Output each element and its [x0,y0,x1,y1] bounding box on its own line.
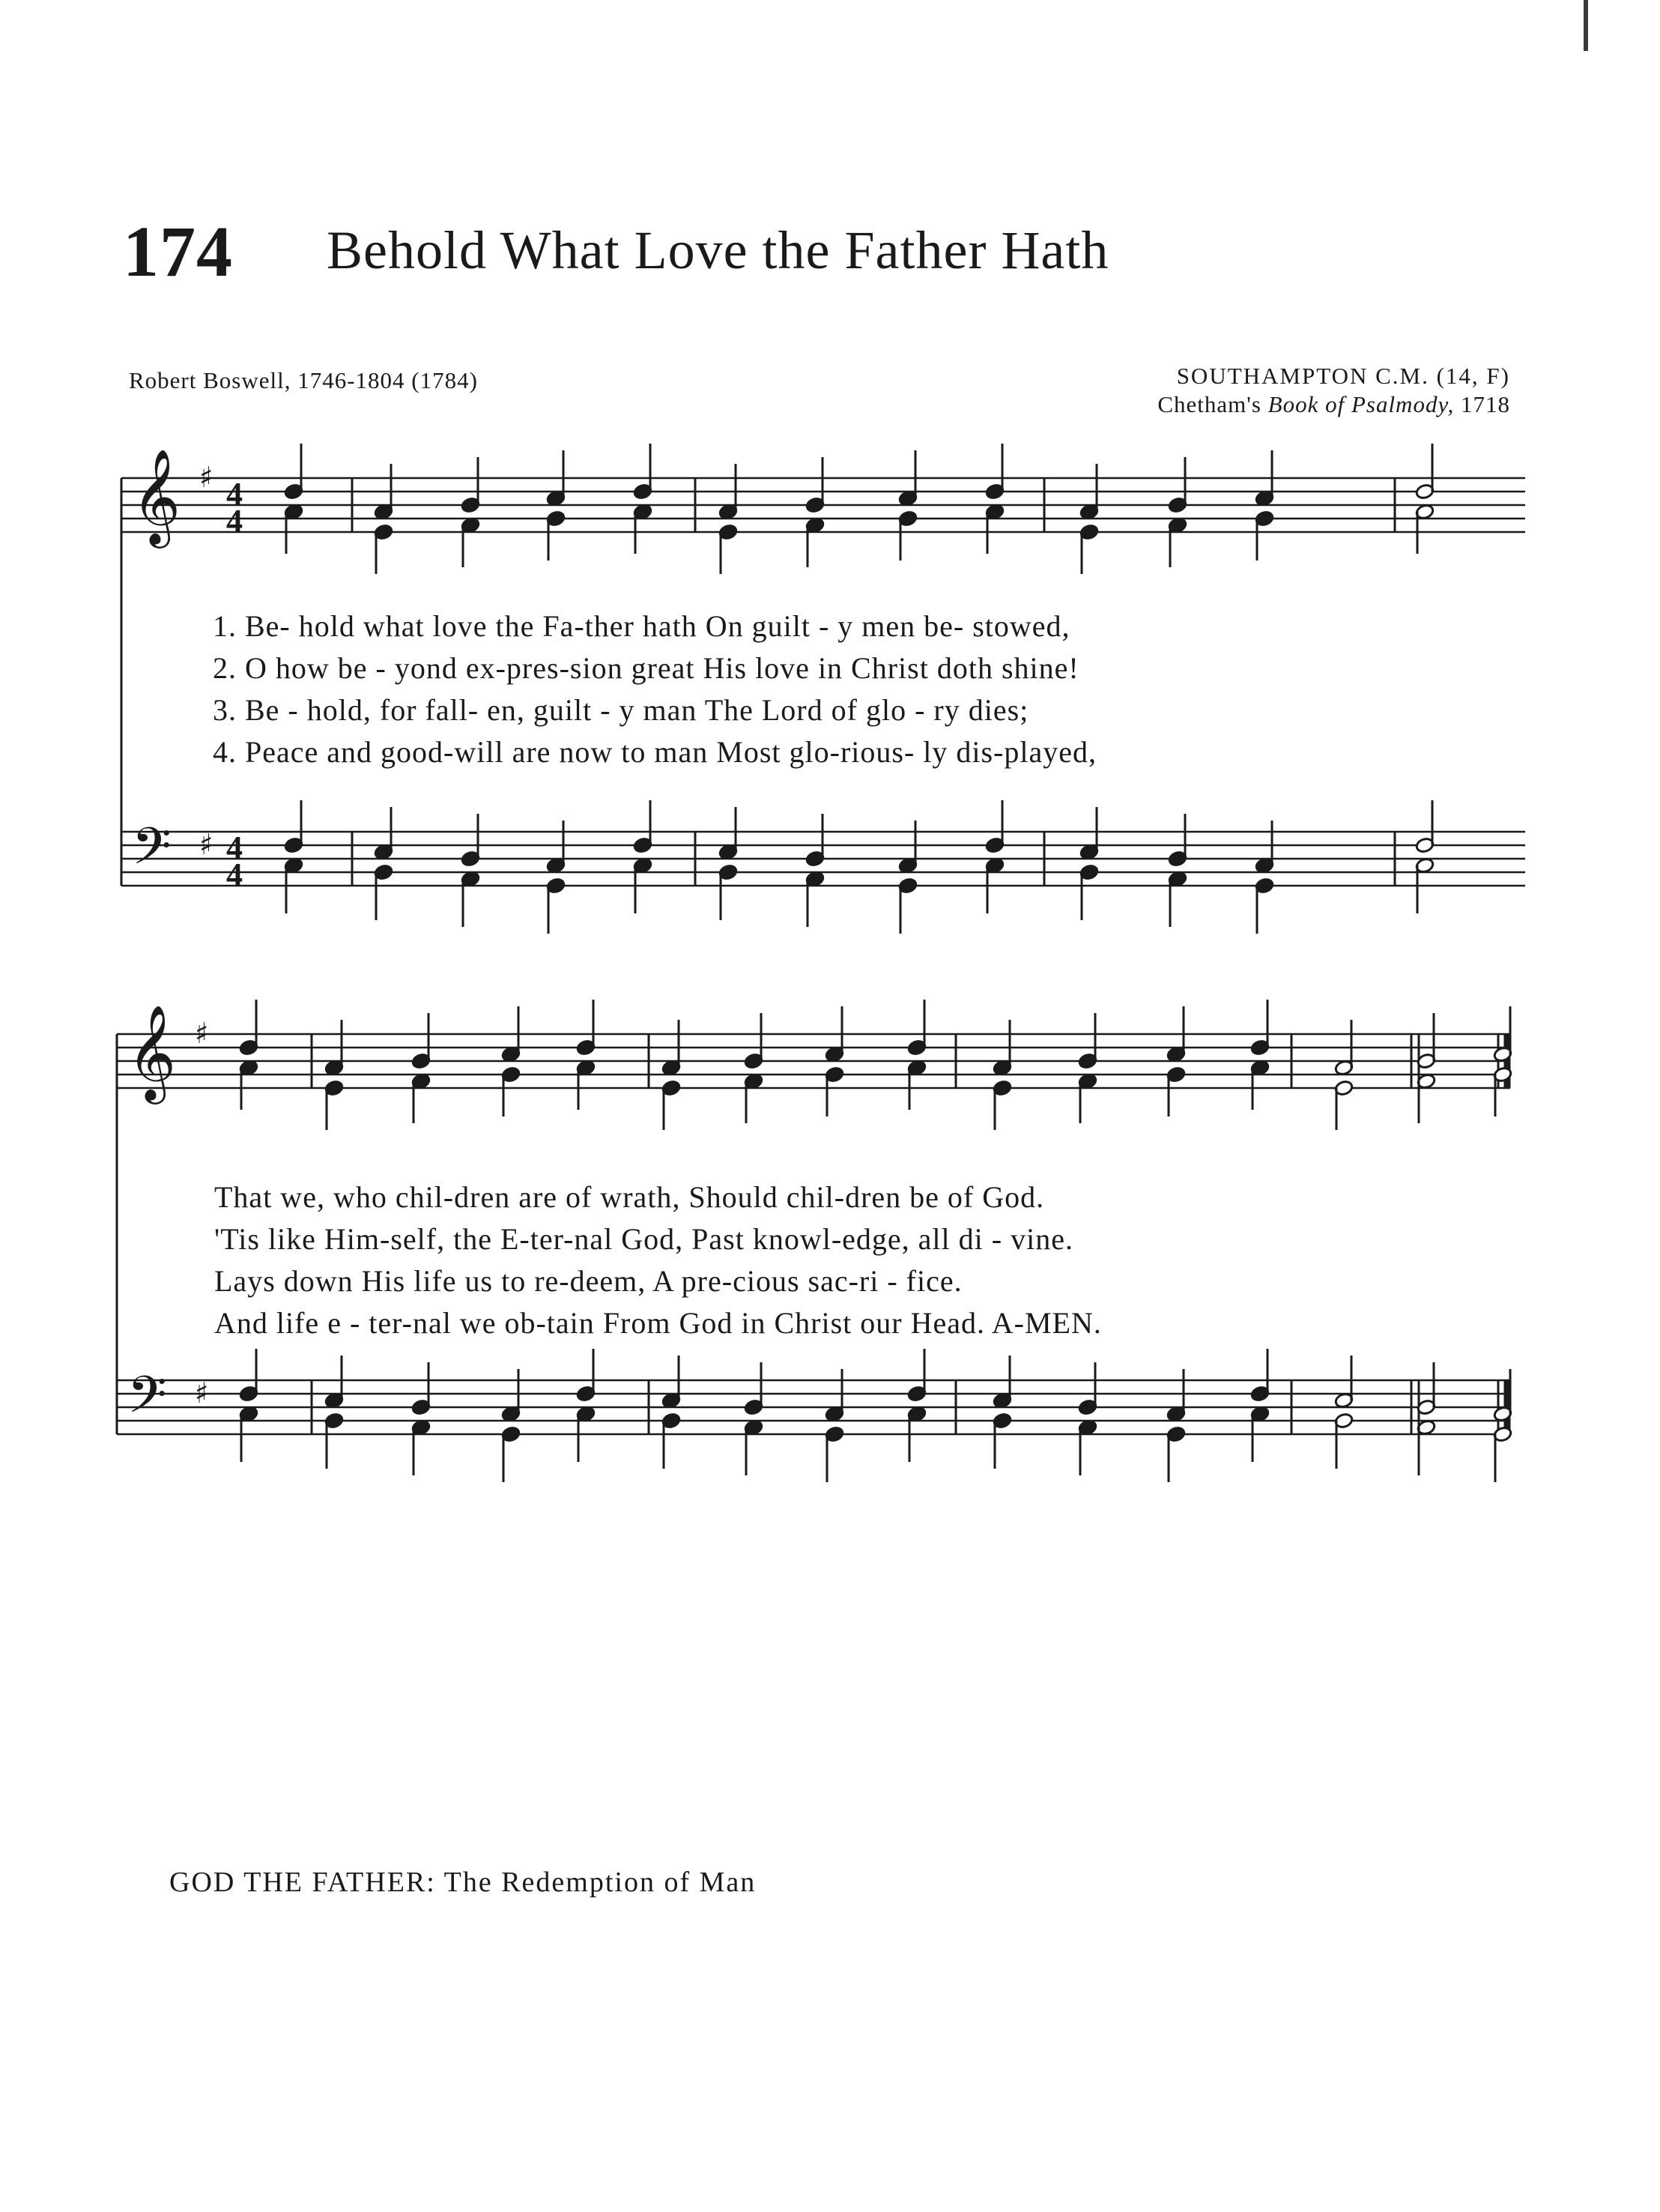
sharp-icon: ♯ [199,461,213,494]
treble-clef-icon: 𝄞 [127,1004,177,1100]
lyric-verse-3-line-1: 3. Be - hold, for fall- en, guilt - y man The Lord of glo - ry dies; [213,693,1029,727]
bass-clef-icon: 𝄢 [132,818,172,889]
category-footer: GOD THE FATHER: The Redemption of Man [169,1867,757,1898]
lyric-verse-1-line-2: That we, who chil-dren are of wrath, Should chil-dren be of God. [214,1180,1045,1214]
hymn-title: Behold What Love the Father Hath [327,220,1109,280]
lyric-verse-4-line-2: And life e - ter-nal we ob-tain From God in Christ our Head. A-MEN. [214,1306,1102,1340]
treble-staff [117,1034,1510,1088]
bass-clef-icon: 𝄢 [127,1366,167,1437]
page-edge-mark [1584,0,1588,51]
lyric-verse-1-line-1: 1. Be- hold what love the Fa-ther hath On guilt - y men be- stowed, [213,609,1070,643]
time-signature-top: 4 [226,476,243,513]
sharp-icon: ♯ [195,1377,209,1409]
hymn-number: 174 [123,211,233,291]
time-signature-bottom: 4 [226,503,243,540]
lyric-verse-2-line-2: 'Tis like Him-self, the E-ter-nal God, Past knowl-edge, all di - vine. [214,1222,1073,1256]
music-system-1 [0,420,1660,959]
author-credit: Robert Boswell, 1746-1804 (1784) [129,367,478,393]
time-signature-bottom: 4 [226,856,243,893]
time-signature-top: 4 [226,830,243,866]
sharp-icon: ♯ [199,828,213,861]
lyric-verse-2-line-1: 2. O how be - yond ex-pres-sion great His love in Christ doth shine! [213,651,1079,685]
lyric-verse-4-line-1: 4. Peace and good-will are now to man Most glo-rious- ly dis-played, [213,735,1097,769]
treble-clef-icon: 𝄞 [132,448,181,544]
lyric-verse-3-line-2: Lays down His life us to re-deem, A pre-cious sac-ri - fice. [214,1264,963,1298]
tune-name: SOUTHAMPTON C.M. (14, F) [1176,363,1510,389]
sharp-icon: ♯ [195,1017,209,1050]
tune-source: Chetham's Book of Psalmody, 1718 [1157,391,1510,417]
